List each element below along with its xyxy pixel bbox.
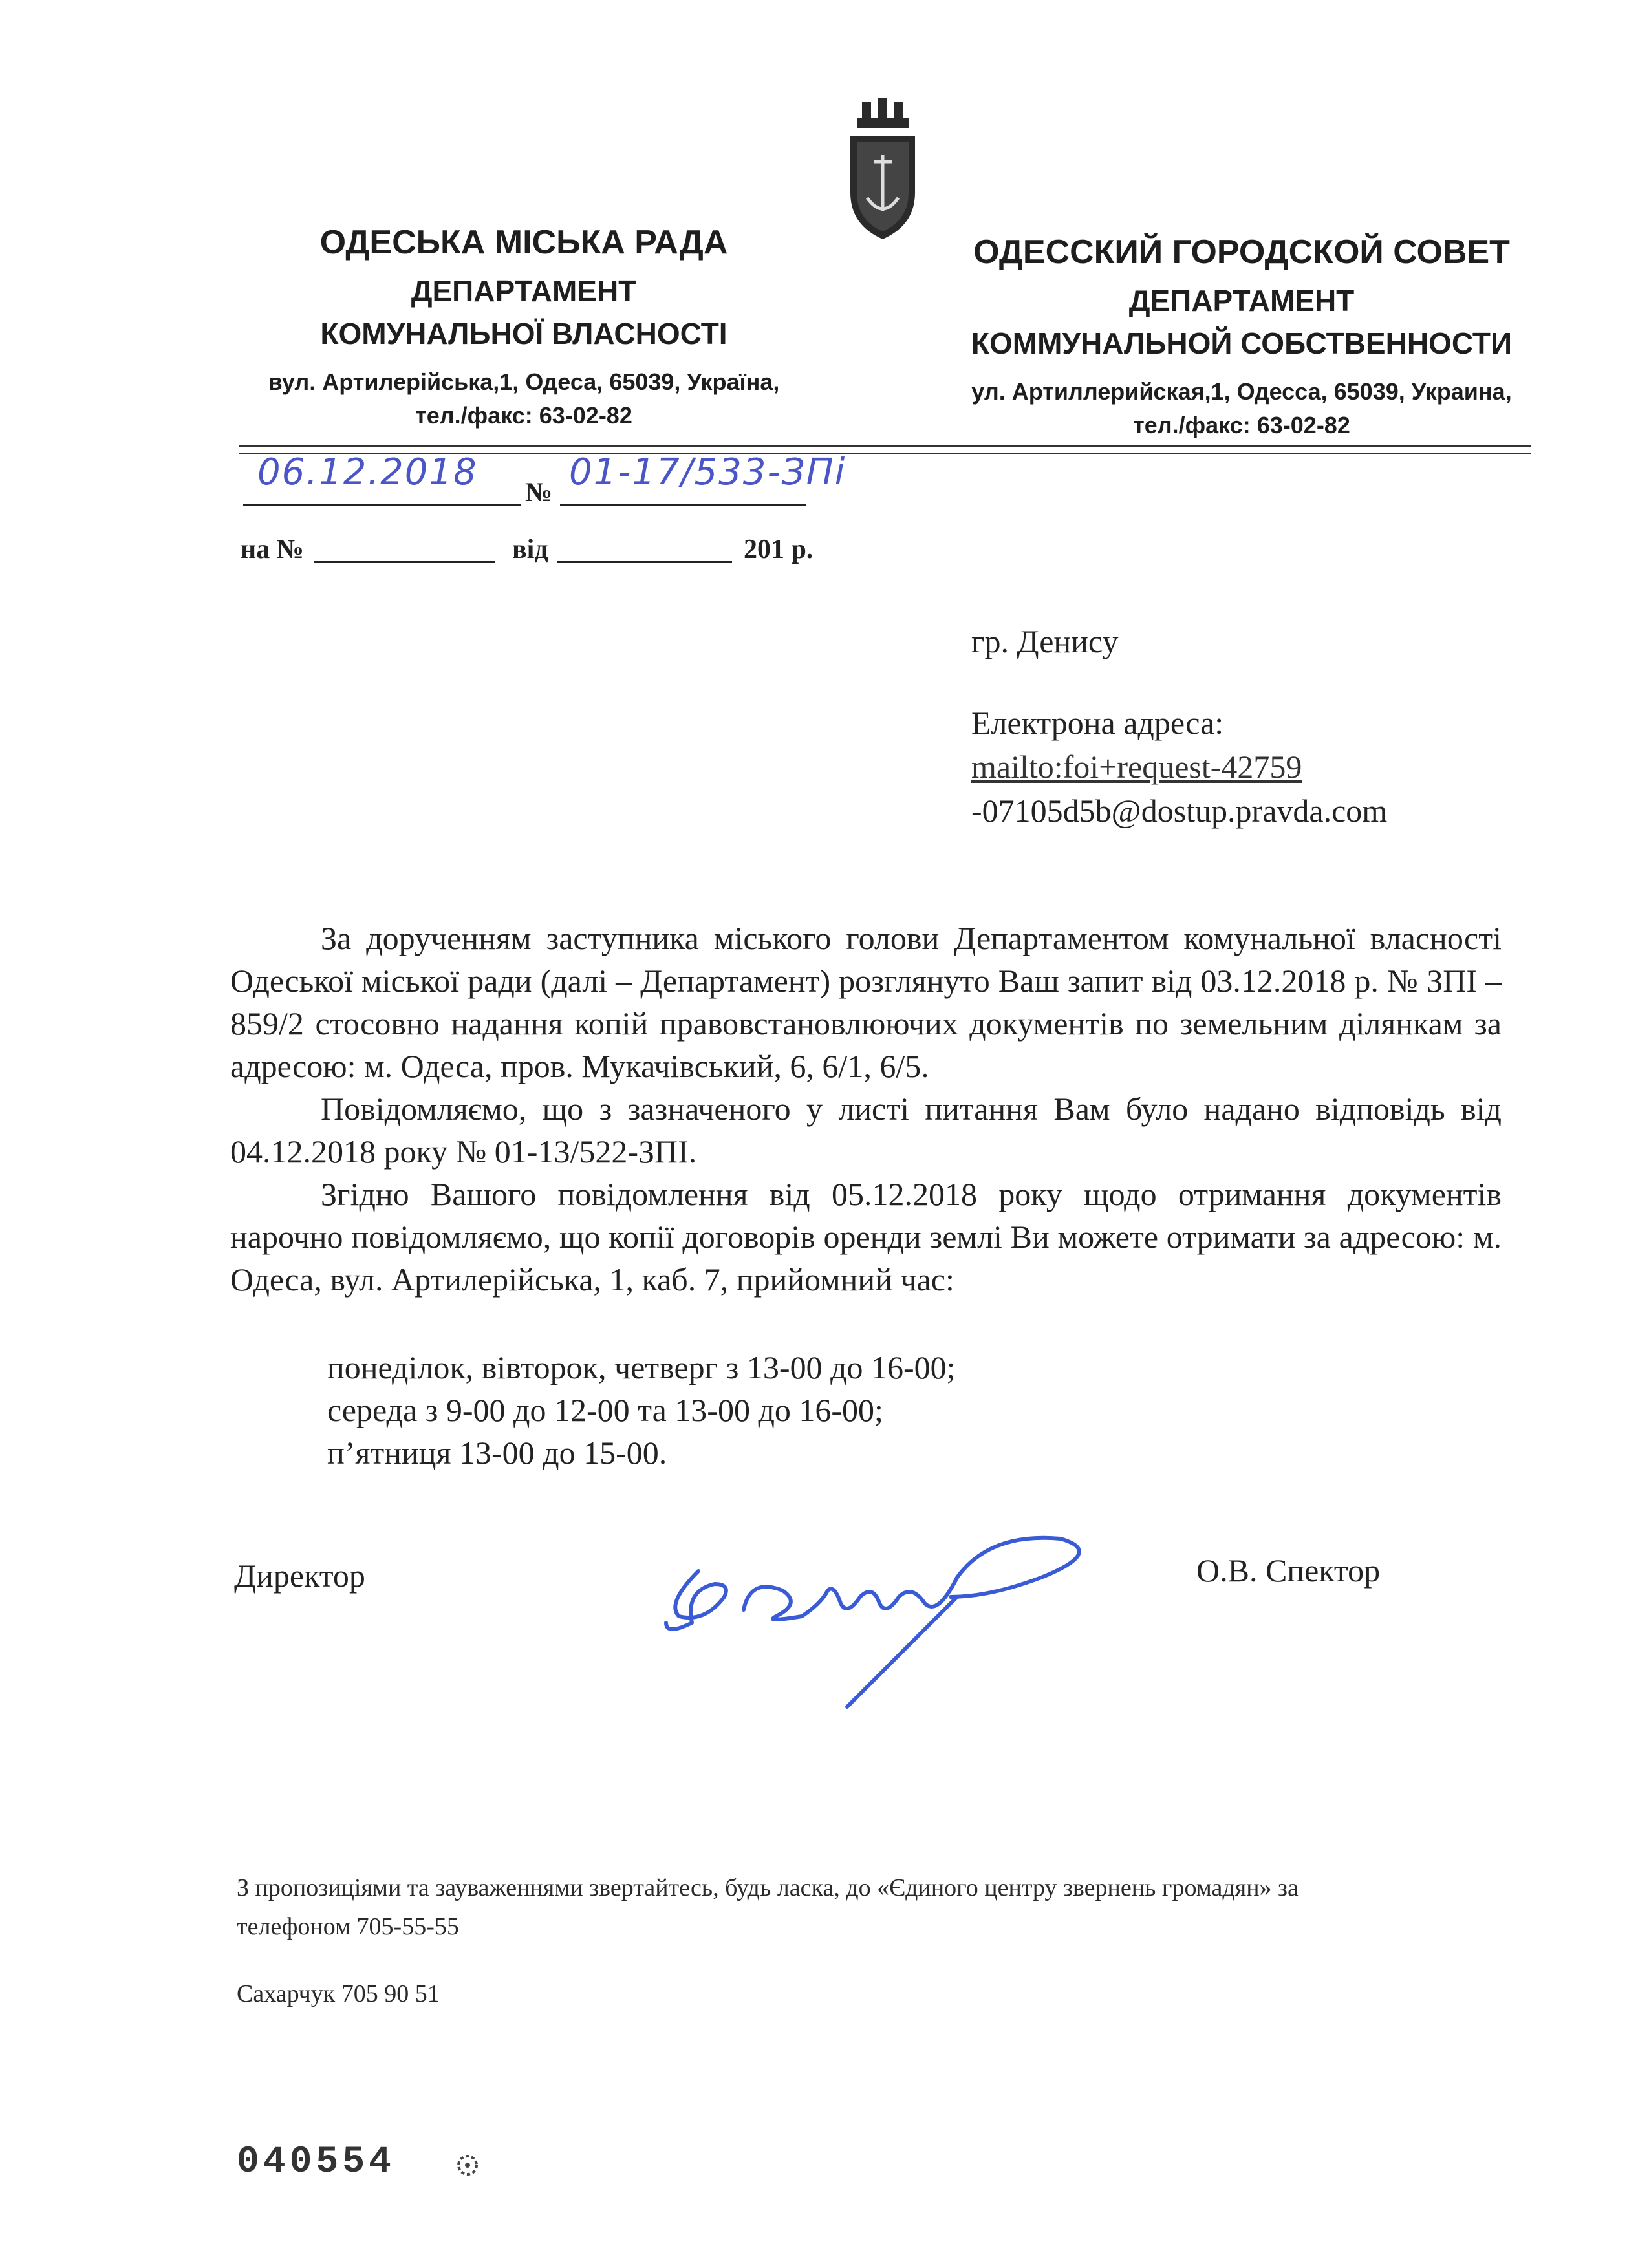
org-name-ru: ОДЕССКИЙ ГОРОДСКОЙ СОВЕТ xyxy=(973,233,1510,271)
dept-line1-ua: ДЕПАРТАМЕНТ xyxy=(411,274,637,308)
signatory-title: Директор xyxy=(234,1557,365,1594)
phone-ua: тел./факс: 63-02-82 xyxy=(415,402,632,429)
dept-line2-ru: КОММУНАЛЬНОЙ СОБСТВЕННОСТИ xyxy=(971,326,1513,360)
registration-date: 06.12.2018 xyxy=(257,451,478,493)
signatory-name: О.В. Спектор xyxy=(1196,1552,1381,1589)
schedule-item: середа з 9-00 до 12-00 та 13-00 до 16-00; xyxy=(327,1392,883,1428)
contact-note-line2: телефоном 705-55-55 xyxy=(237,1913,459,1940)
reply-prefix: на № xyxy=(241,535,304,564)
recipient-name: гр. Денису xyxy=(971,623,1119,659)
header-rule-top xyxy=(239,445,1531,447)
executor-contact: Сахарчук 705 90 51 xyxy=(237,1980,440,2007)
address-ru: ул. Артиллерийская,1, Одесса, 65039, Украина, xyxy=(971,378,1512,405)
org-name-ua: ОДЕСЬКА МІСЬКА РАДА xyxy=(319,224,728,261)
body-paragraph-2: Повідомляємо, що з зазначеного у листі питання Вам було надано відповідь від 04.12.2018 року № 01-13/522-ЗПІ. xyxy=(230,1091,1502,1170)
date-underline xyxy=(243,504,521,506)
email-link-line2[interactable]: -07105d5b@dostup.pravda.com xyxy=(971,793,1388,829)
number-underline xyxy=(560,504,806,506)
letter-body xyxy=(230,917,1502,1301)
body-paragraph-3: Згідно Вашого повідомлення від 05.12.2018 року щодо отримання документів нарочно повідомляємо, що копії договорів оренди землі Ви можете отримати за адресою: м. Одеса, вул. Артилерійська, 1, каб. 7, прийомний час: xyxy=(230,1176,1502,1298)
seal-mark-icon xyxy=(453,2150,482,2180)
header-left xyxy=(220,223,828,433)
dept-line1-ru: ДЕПАРТАМЕНТ xyxy=(1128,284,1355,317)
number-sign: № xyxy=(525,478,553,508)
phone-ru: тел./факс: 63-02-82 xyxy=(1133,412,1350,438)
schedule-list xyxy=(327,1346,1362,1474)
recipient-block xyxy=(971,619,1553,833)
reply-year: 201 р. xyxy=(744,535,814,564)
reply-date-blank xyxy=(557,561,732,563)
reply-number-blank xyxy=(314,561,495,563)
body-paragraph-1: За дорученням заступника міського голови Департаментом комунальної власності Одеської міської ради (далі – Департамент) розглянуто Ваш запит від 03.12.2018 р. № ЗПІ – 859/2 стосовно надання копій правовстановлюючих документів по земельним ділянкам за адресою: м. Одеса, пров. Мукачівський, 6, 6/1, 6/5. xyxy=(230,920,1502,1084)
dept-line2-ua: КОМУНАЛЬНОЇ ВЛАСНОСТІ xyxy=(320,317,727,350)
reply-from: від xyxy=(512,535,548,564)
address-ua: вул. Артилерійська,1, Одеса, 65039, Україна, xyxy=(268,369,780,395)
email-label: Електрона адреса: xyxy=(971,705,1224,741)
odesa-coat-of-arms-icon xyxy=(837,96,928,243)
registration-number: 01-17/533-ЗПі xyxy=(569,451,846,493)
contact-note-line1: З пропозиціями та зауваженнями звертайтесь, будь ласка, до «Єдиного центру звернень громадян» за xyxy=(237,1874,1299,1901)
schedule-item: понеділок, вівторок, четверг з 13-00 до 16-00; xyxy=(327,1349,956,1385)
email-link-line1[interactable]: mailto:foi+request-42759 xyxy=(971,749,1302,785)
contact-note xyxy=(237,1868,1530,1946)
serial-number: 040554 xyxy=(237,2141,395,2183)
header-right xyxy=(918,233,1565,442)
handwritten-signature-icon xyxy=(653,1526,1106,1720)
schedule-item: п’ятниця 13-00 до 15-00. xyxy=(327,1435,667,1471)
